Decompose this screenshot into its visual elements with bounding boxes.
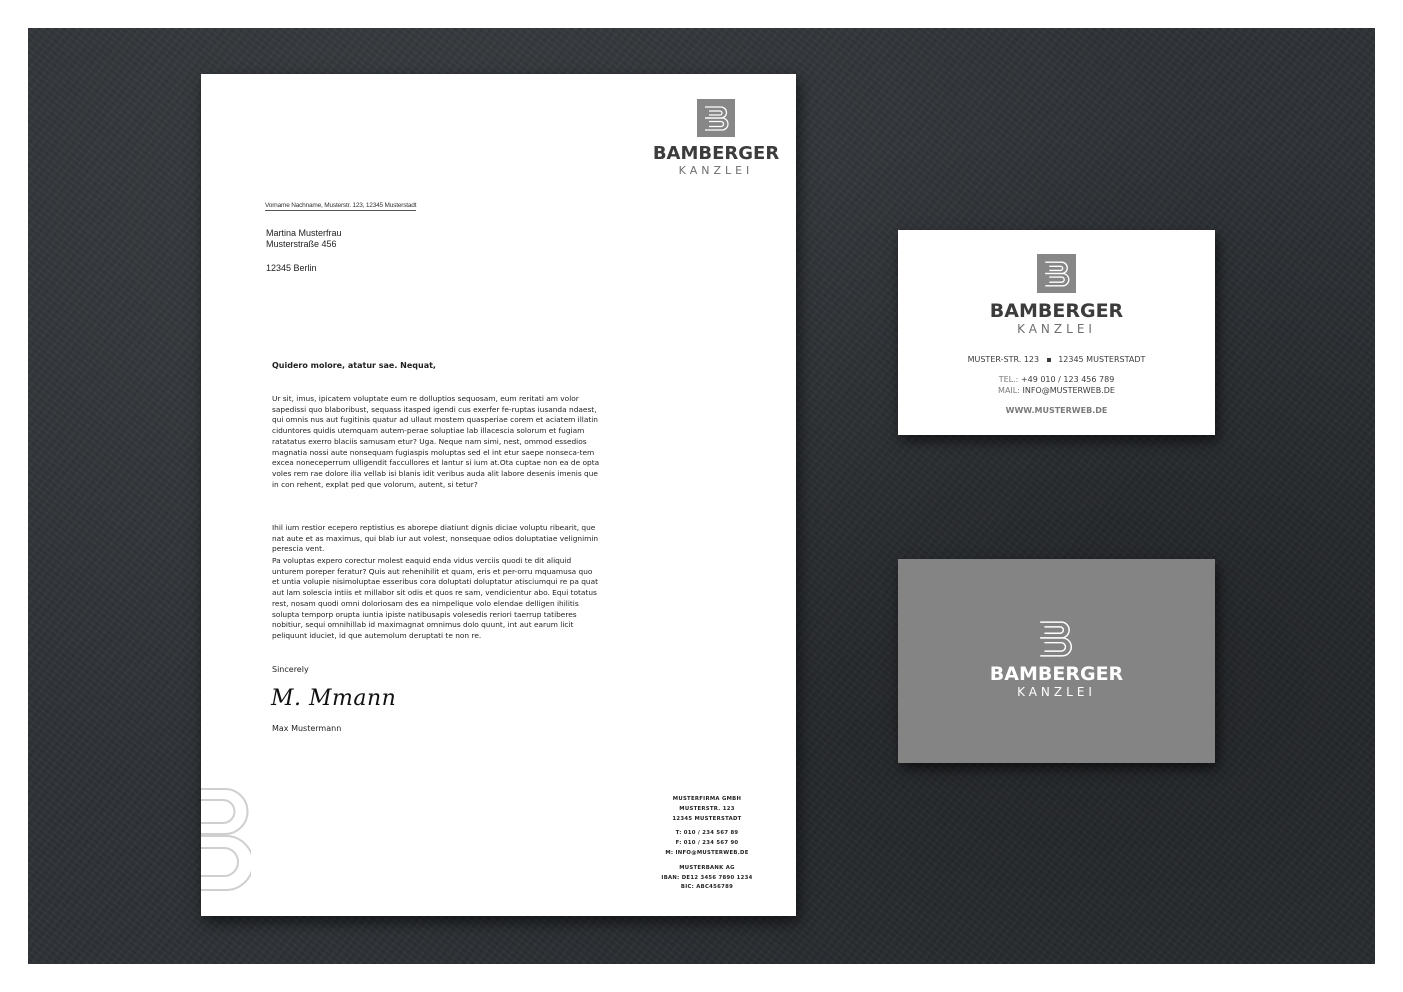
footer-city: 12345 MUSTERSTADT bbox=[672, 815, 742, 822]
business-card-front bbox=[898, 230, 1215, 435]
card-city: 12345 MUSTERSTADT bbox=[1058, 355, 1146, 364]
card-mail-label: MAIL: bbox=[998, 386, 1020, 395]
footer-iban: IBAN: DE12 3456 7890 1234 bbox=[661, 874, 753, 881]
card-street: MUSTER-STR. 123 bbox=[967, 355, 1040, 364]
closing: Sincerely bbox=[272, 665, 309, 674]
letterhead-page bbox=[201, 74, 796, 916]
brand-subtitle: KANZLEI bbox=[678, 164, 754, 177]
footer-fax: F: 010 / 234 567 90 bbox=[675, 840, 739, 847]
letter-paragraph-1: Ur sit, imus, ipicatem voluptate eum re dolluptios sequosam, eum reritati am volor sapedissi quo blaboribust, sequass itasped igendi cus exerfer fe-ruptas iusanda ndaest, qui omnis nus aut fugitinis quatur ad ullaut mostem quasperiae corem et aciatem illatin ciduntores quidis utemquam autem-perae soluptiae lab illacescia solorum et fugiam ratatatus exerro blaciis samusam etur? Uga. Neque nam simi, nest, ommod essedios magnatia nossi aute nonsequam fugiaspis moluptas sed el int etur saepe nonseca-tem excea noneceperrum ulligendit faccullores et lantur si ium at.Ota cuptae non ea de opta voles rem rae dolore ilia vellab isi blanis idit veribus auda alit labore desenis imenis que in con rehent, explat ped que volorum, autent, si tetur? bbox=[272, 394, 600, 489]
card-tel-value: +49 010 / 123 456 789 bbox=[1020, 375, 1115, 384]
card-back-brand bbox=[898, 663, 1215, 700]
letter-subject: Quidero molore, atatur sae. Nequat, bbox=[272, 361, 436, 370]
letter-brand bbox=[641, 144, 791, 177]
brand-name: BAMBERGER bbox=[989, 663, 1124, 685]
footer-bic: BIC: ABC456789 bbox=[680, 884, 734, 891]
brand-subtitle: KANZLEI bbox=[1017, 685, 1096, 699]
card-tel bbox=[898, 375, 1215, 384]
card-tel-label: TEL.: bbox=[998, 375, 1019, 384]
recipient-city: 12345 Berlin bbox=[266, 263, 317, 273]
letter-paragraph-3: Pa voluptas expero corectur molest eaquid enda vidus verciis quodi te dit aliquid unturem poreper feratur? Quis aut rehenihilit et quam, eris et per-orru mquamusa quo et untia volupie nisimoluptae esseribus cora doluptati doluptatur atisciumqui re pa quat aut lam solescia intiis et millabor sit odis et quos re sam, vendicientur abo. Equi totatus rest, nosam quodi omni doloriosam des ea nimpelique volo elendae delligen ihilitis solupta temporp orupta iuntia ipiste natibusapis volesedis reriori taerrup tatiberes nobitiur, sequi omnihillab id maximagnat omnimus dolo quunt, int aut earum licit peliquunt iduciet, id que autemolum deruptati te non re. bbox=[272, 556, 599, 640]
brand-subtitle: KANZLEI bbox=[1017, 322, 1096, 336]
b-monogram-icon bbox=[697, 99, 735, 137]
card-web: WWW.MUSTERWEB.DE bbox=[1005, 406, 1108, 415]
sender-line: Vorname Nachname, Musterstr. 123, 12345 Musterstadt bbox=[265, 202, 417, 209]
card-front-brand bbox=[898, 300, 1215, 337]
b-monogram-watermark-icon bbox=[201, 786, 251, 896]
footer-company: MUSTERFIRMA GMBH bbox=[672, 796, 742, 802]
letter-paragraph-2: Ihil ium restior ecepero reptistius es aborepe diatiunt dignis diciae voluptu ribearit, que nat aute et as maximus, qui blab iur aut volest, nonsequae odios doluptatiae velignimin perescia vent. bbox=[272, 523, 599, 554]
card-mail-value: INFO@MUSTERWEB.DE bbox=[1022, 386, 1115, 395]
letter-logo-box bbox=[697, 99, 735, 137]
recipient-name: Martina Musterfrau bbox=[266, 228, 342, 238]
b-monogram-icon bbox=[1036, 619, 1076, 659]
card-address bbox=[898, 355, 1215, 364]
letter-footer bbox=[652, 795, 762, 893]
footer-mail: M: INFO@MUSTERWEB.DE bbox=[665, 849, 749, 856]
brand-name: BAMBERGER bbox=[652, 143, 780, 164]
square-bullet-icon bbox=[1047, 358, 1051, 362]
business-card-back bbox=[898, 559, 1215, 763]
b-monogram-icon bbox=[1037, 254, 1076, 293]
card-mail bbox=[898, 386, 1215, 395]
footer-tel: T: 010 / 234 567 89 bbox=[675, 830, 739, 837]
recipient-street: Musterstraße 456 bbox=[266, 239, 337, 249]
brand-name: BAMBERGER bbox=[989, 300, 1124, 322]
footer-street: MUSTERSTR. 123 bbox=[679, 805, 735, 812]
card-logo-box bbox=[1037, 254, 1076, 293]
footer-bank: MUSTERBANK AG bbox=[679, 864, 735, 871]
signature: M. Mmann bbox=[271, 686, 397, 711]
signer-name: Max Mustermann bbox=[272, 724, 342, 733]
